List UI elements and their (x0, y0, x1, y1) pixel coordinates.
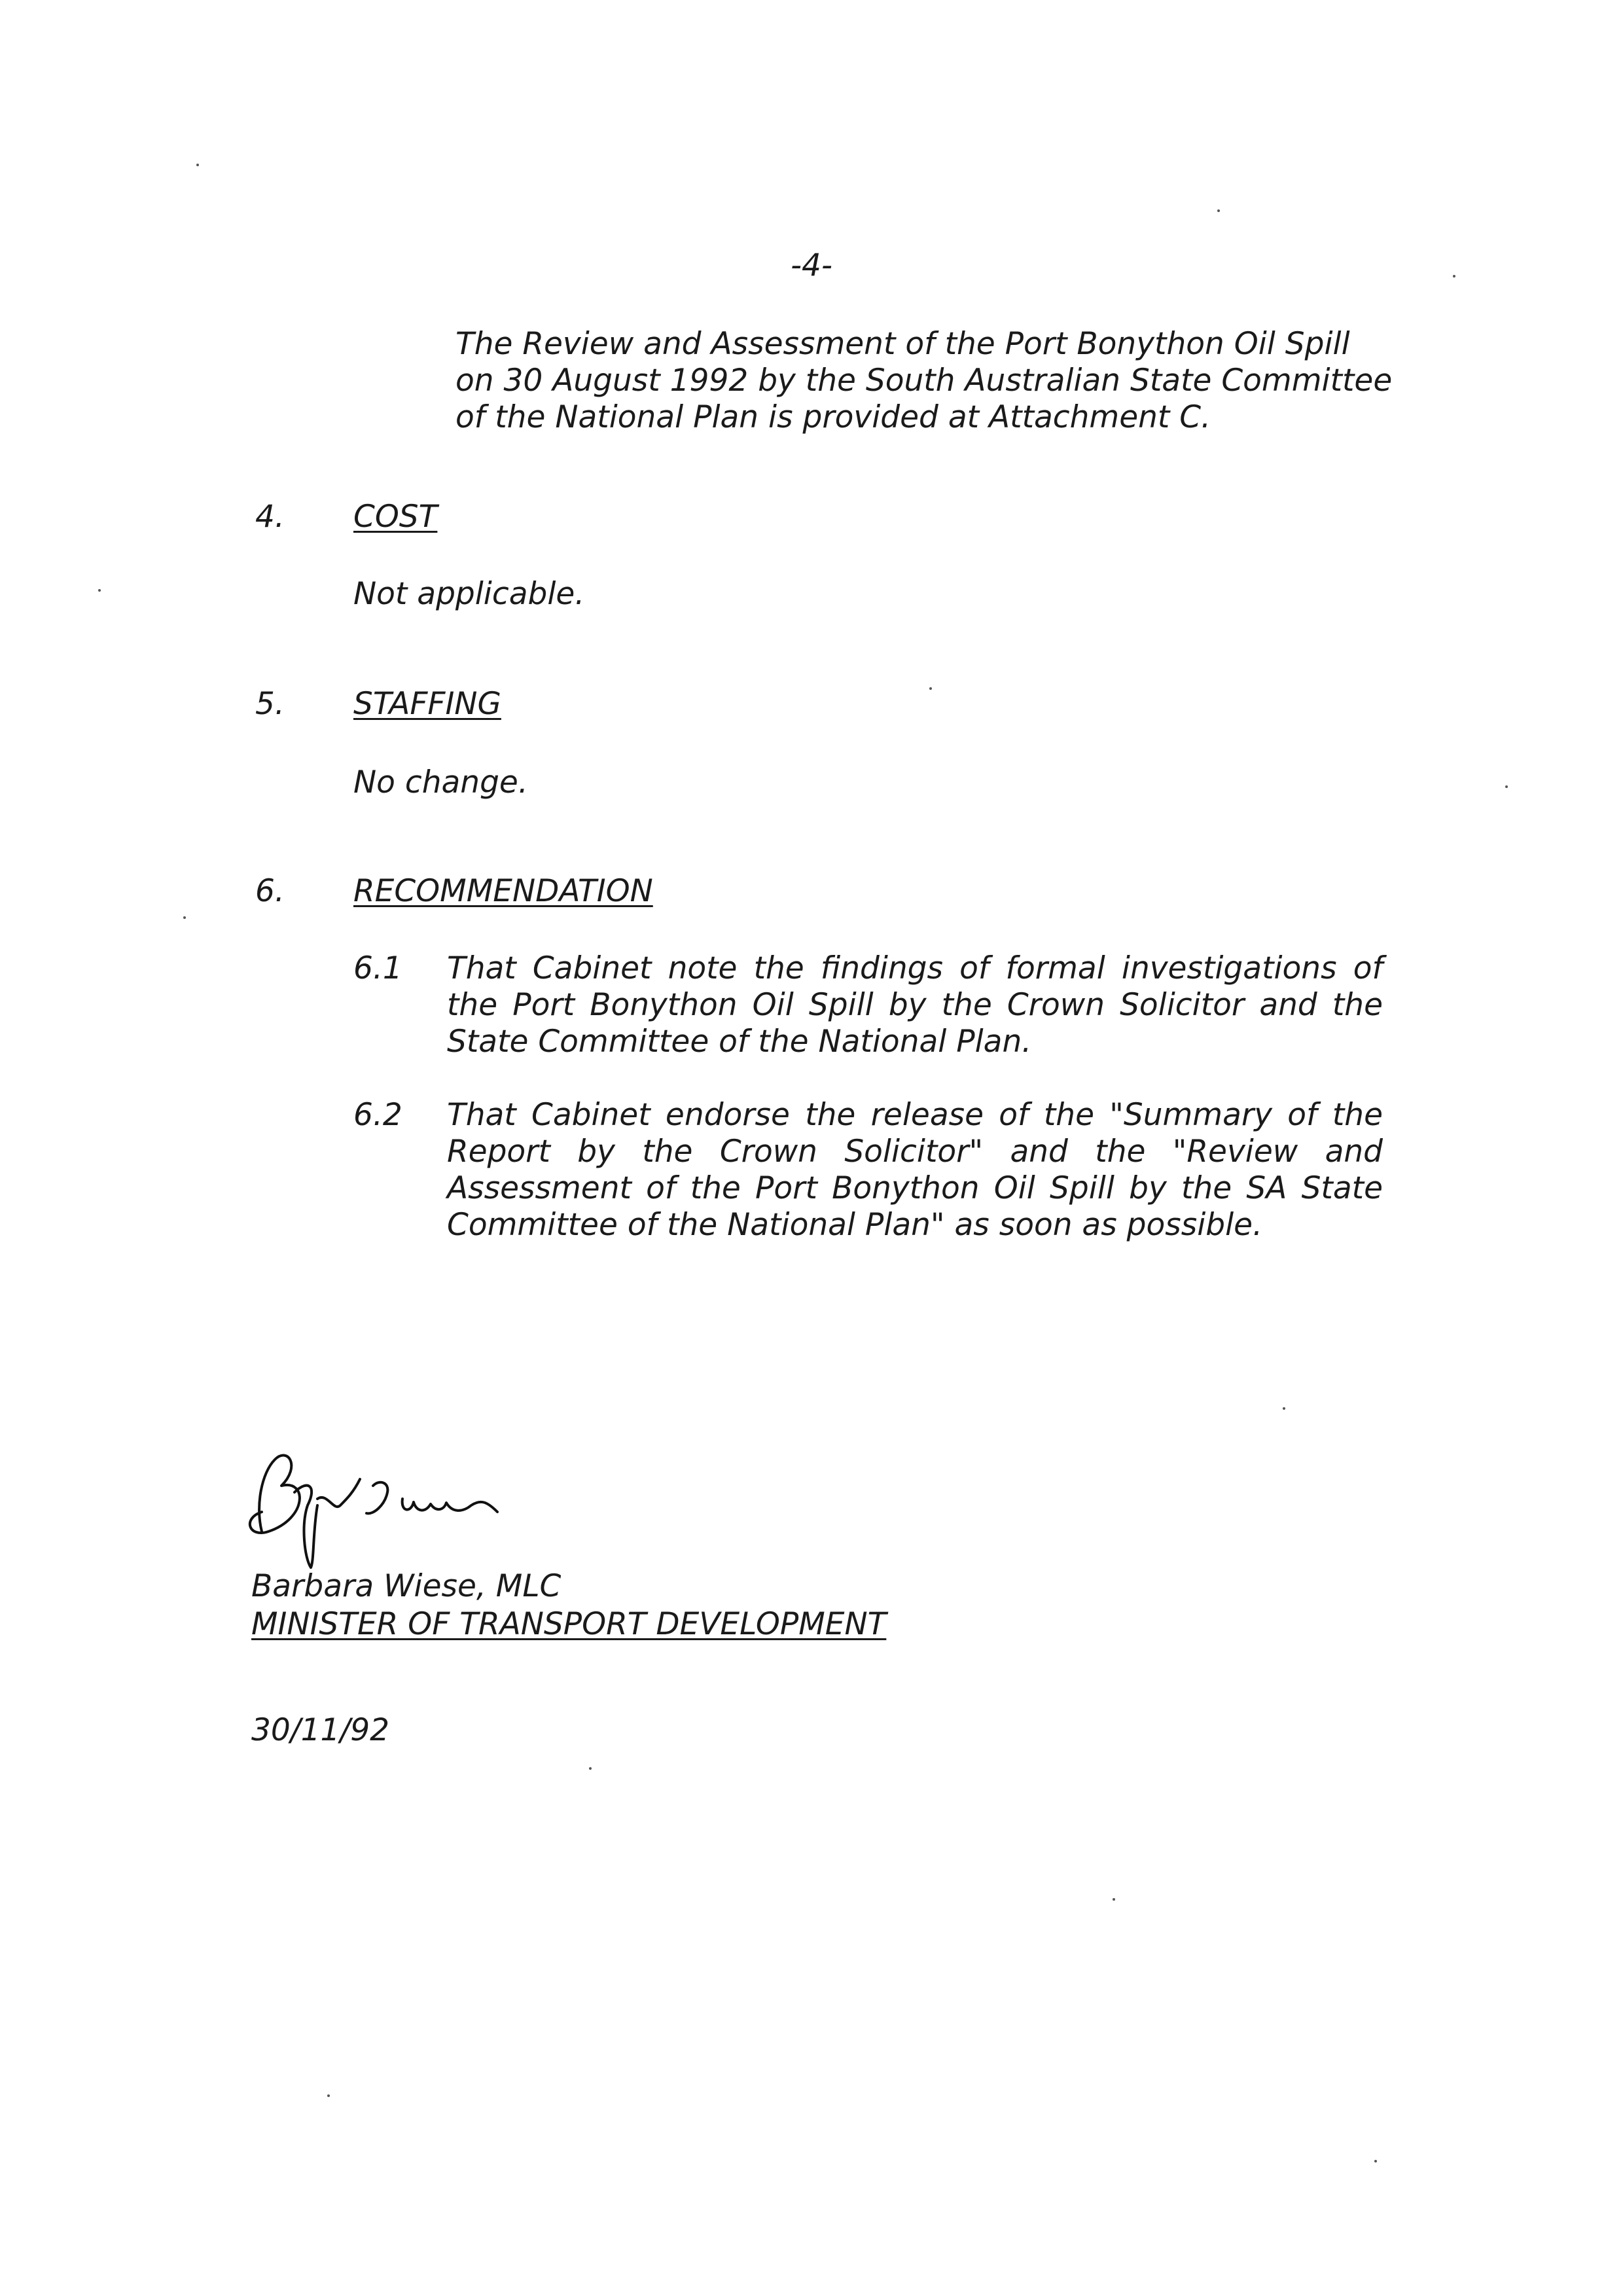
handwritten-signature (236, 1440, 563, 1571)
scan-speck (1453, 275, 1455, 278)
section-heading-staffing: STAFFING (353, 686, 501, 722)
scan-speck (327, 2094, 330, 2097)
scan-speck (196, 164, 199, 166)
section-body-staffing: No change. (353, 764, 528, 800)
scan-speck (929, 687, 932, 690)
recommendation-text: That Cabinet endorse the release of the "Summary of the Report by the Crown Solicitor" and the "Review and Assessment of the Port Bonython Oil Spill by the SA State Committee of the National Plan" as soon as possible. (447, 1097, 1383, 1243)
scan-speck (589, 1767, 592, 1770)
section-heading-recommendation: RECOMMENDATION (353, 873, 653, 909)
scan-speck (183, 916, 186, 919)
section-number: 4. (255, 499, 285, 535)
signatory-title: MINISTER OF TRANSPORT DEVELOPMENT (251, 1606, 887, 1642)
scan-speck (1217, 209, 1220, 212)
section-number: 5. (255, 686, 285, 722)
document-date: 30/11/92 (251, 1712, 390, 1748)
scan-speck (1113, 1898, 1115, 1901)
page-number: -4- (791, 247, 832, 283)
recommendation-number: 6.2 (353, 1097, 402, 1133)
recommendation-text: That Cabinet note the findings of formal investigations of the Port Bonython Oil Spill by the Crown Solicitor and the State Committee of the National Plan. (447, 950, 1383, 1060)
scan-speck (1505, 785, 1508, 788)
scan-speck (1283, 1407, 1285, 1410)
signatory-name: Barbara Wiese, MLC (251, 1568, 562, 1604)
recommendation-number: 6.1 (353, 950, 402, 986)
scan-speck (1374, 2160, 1377, 2162)
section-body-cost: Not applicable. (353, 576, 585, 612)
section-number: 6. (255, 873, 285, 909)
intro-paragraph: The Review and Assessment of the Port Bonython Oil Spill on 30 August 1992 by the South Australian State Committee of the National Plan is provided at Attachment C. (455, 326, 1393, 435)
section-heading-cost: COST (353, 499, 438, 535)
scan-speck (98, 589, 101, 592)
